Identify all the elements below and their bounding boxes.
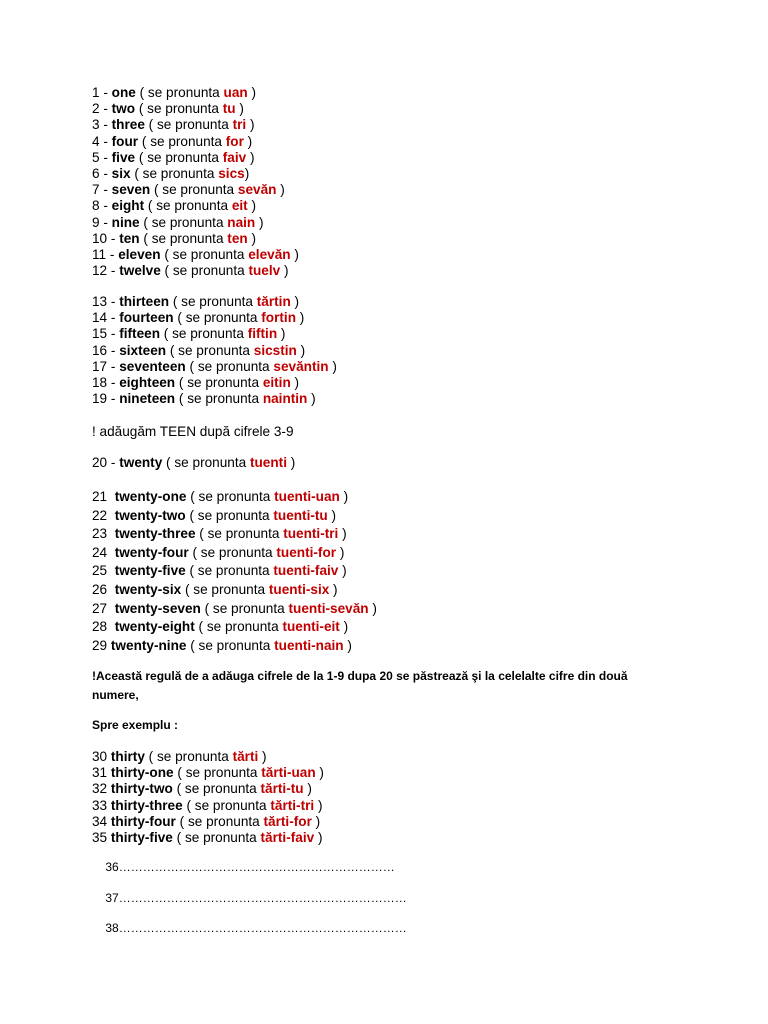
english-word: thirty-three <box>110 797 183 813</box>
number-digit: 1 <box>92 85 100 100</box>
paren-close: ) <box>290 294 300 309</box>
english-word: ten <box>119 230 140 246</box>
paren-open: ( <box>194 619 207 635</box>
paren-close: ) <box>339 619 349 635</box>
paren-close: ) <box>247 198 257 214</box>
pronunciation: tărti-for <box>263 813 312 829</box>
blank-38-text: 38……………………………………………………………… <box>105 921 407 935</box>
pronunciation: tărti-faiv <box>260 829 315 845</box>
paren-close: ) <box>286 455 296 470</box>
pronunciation: tuenti-uan <box>274 489 340 504</box>
pronounce-phrase: se pronunta <box>187 391 260 407</box>
paren-close: ) <box>311 813 321 829</box>
number-digit: 15 <box>92 326 108 342</box>
number-20 <box>92 455 295 470</box>
separator: - <box>99 117 112 133</box>
english-word: thirty-two <box>110 781 173 797</box>
english-word: seven <box>111 182 151 198</box>
paren-open: ( <box>182 797 195 813</box>
pronounce-phrase: se pronunta <box>206 619 279 635</box>
pronounce-phrase: se pronunta <box>200 544 273 560</box>
paren-open: ( <box>166 342 179 358</box>
pronunciation: tuenti-tu <box>273 507 328 523</box>
pronunciation: fiftin <box>247 326 278 342</box>
pronunciation: tărti <box>232 749 259 764</box>
paren-open: ( <box>144 198 157 214</box>
number-digit: 3 <box>92 117 100 133</box>
paren-open: ( <box>172 781 185 797</box>
number-line <box>92 117 299 133</box>
english-word: six <box>111 165 131 181</box>
number-line <box>92 231 299 247</box>
separator: - <box>99 101 112 117</box>
paren-close: ) <box>277 326 286 342</box>
english-word: twenty-seven <box>114 600 201 616</box>
english-word: eight <box>111 198 145 214</box>
number-digit: 23 <box>92 526 108 542</box>
pronounce-phrase: se pronunta <box>212 600 285 616</box>
pronounce-phrase: se pronunta <box>162 182 235 198</box>
number-digit: 20 <box>92 455 108 470</box>
english-word: twenty-three <box>114 526 196 542</box>
number-digit: 5 <box>92 149 100 165</box>
number-digit: 32 <box>92 781 108 797</box>
english-word: thirty-five <box>110 829 173 845</box>
paren-close: ) <box>336 544 345 560</box>
paren-open: ( <box>135 149 148 165</box>
paren-open: ( <box>175 374 188 390</box>
pronunciation: for <box>225 133 244 149</box>
number-digit: 12 <box>92 263 108 279</box>
pronunciation: tuenti-nain <box>274 637 344 653</box>
number-digit: 30 <box>92 749 108 764</box>
number-digit: 6 <box>92 165 100 181</box>
pronunciation: tuenti <box>249 455 287 470</box>
paren-close: ) <box>247 230 256 246</box>
number-digit: 11 <box>92 246 107 262</box>
paren-close: ) <box>296 342 306 358</box>
paren-close: ) <box>290 246 299 262</box>
pronunciation: uan <box>223 85 248 100</box>
pronounce-phrase: se pronunta <box>187 813 260 829</box>
pronounce-phrase: se pronunta <box>187 374 260 390</box>
number-digit: 31 <box>92 765 108 781</box>
separator: - <box>107 263 120 279</box>
number-digit: 2 <box>92 101 100 117</box>
separator <box>107 545 115 560</box>
number-line <box>92 326 337 342</box>
number-line <box>92 375 337 391</box>
pronounce-phrase: se pronunta <box>151 214 224 230</box>
paren-close: ) <box>276 182 285 198</box>
paren-close: ) <box>247 85 256 100</box>
pronunciation: tărtin <box>256 294 291 309</box>
pronounce-phrase: se pronunta <box>193 581 266 597</box>
pronunciation: elevăn <box>248 246 291 262</box>
number-digit: 7 <box>92 182 100 198</box>
number-line <box>92 182 299 198</box>
number-digit: 9 <box>92 214 100 230</box>
numbers-1-12 <box>92 85 299 279</box>
number-line <box>92 525 377 544</box>
number-line <box>92 637 377 656</box>
pronunciation: eitin <box>262 374 291 390</box>
separator: - <box>106 246 119 262</box>
paren-open: ( <box>175 391 188 407</box>
separator: - <box>107 391 120 407</box>
pronounce-phrase: se pronunta <box>198 637 271 653</box>
paren-open: ( <box>185 563 198 579</box>
paren-close: ) <box>368 600 377 616</box>
number-line <box>92 294 337 310</box>
pronounce-phrase: se pronunta <box>147 85 220 100</box>
pronunciation: tuenti-six <box>268 581 330 597</box>
separator <box>107 526 115 541</box>
number-digit: 4 <box>92 133 100 149</box>
number-digit: 28 <box>92 619 108 635</box>
paren-open: ( <box>173 310 186 326</box>
paren-open: ( <box>135 101 148 117</box>
paren-open: ( <box>185 507 198 523</box>
separator: - <box>99 182 112 198</box>
number-line <box>92 830 324 846</box>
rule-text: !Această regulă de a adăuga cifrele de la 1-9 dupa 20 se păstrează şi la celelalte cifre din două numere, <box>92 669 628 702</box>
paren-close: ) <box>303 781 312 797</box>
pronunciation: ten <box>227 230 248 246</box>
numbers-13-19 <box>92 294 337 407</box>
english-word: thirty-one <box>110 765 174 781</box>
number-digit: 22 <box>92 507 108 523</box>
pronounce-phrase: se pronunta <box>185 310 258 326</box>
number-digit: 24 <box>92 544 108 560</box>
number-line <box>92 544 377 563</box>
number-digit: 17 <box>92 358 108 374</box>
separator <box>107 601 115 616</box>
english-word: three <box>111 117 145 133</box>
separator: - <box>99 149 112 165</box>
number-digit: 27 <box>92 600 108 616</box>
paren-open: ( <box>130 165 143 181</box>
paren-open: ( <box>135 85 148 100</box>
english-word: twenty-nine <box>110 637 187 653</box>
paren-close: ) <box>339 489 349 504</box>
numbers-21-29 <box>92 488 377 655</box>
paren-close: ) <box>314 829 323 845</box>
paren-open: ( <box>169 294 182 309</box>
separator <box>107 508 115 523</box>
number-line <box>92 150 299 166</box>
paren-open: ( <box>172 829 185 845</box>
pronounce-phrase: se pronunta <box>172 326 244 342</box>
number-line <box>92 507 377 526</box>
paren-close: ) <box>255 214 264 230</box>
separator: - <box>107 374 120 390</box>
number-line <box>92 166 299 182</box>
number-line <box>92 455 295 470</box>
english-word: twenty-eight <box>114 619 195 635</box>
separator: - <box>107 310 120 326</box>
pronunciation: sicstin <box>253 342 297 358</box>
number-line <box>92 581 377 600</box>
separator <box>107 582 115 597</box>
number-digit: 26 <box>92 581 108 597</box>
paren-open: ( <box>144 117 157 133</box>
pronounce-phrase: se pronunta <box>174 455 247 470</box>
number-digit: 19 <box>92 391 108 407</box>
number-digit: 35 <box>92 829 108 845</box>
numbers-30-35 <box>92 749 324 846</box>
number-line <box>92 310 337 326</box>
english-word: one <box>111 85 136 100</box>
pronounce-phrase: se pronunta <box>197 358 270 374</box>
pronounce-phrase: se pronunta <box>207 526 280 542</box>
separator <box>107 489 115 504</box>
paren-open: ( <box>175 813 188 829</box>
pronunciation: tuenti-sevăn <box>288 600 369 616</box>
separator: - <box>107 294 120 309</box>
paren-open: ( <box>139 230 152 246</box>
english-word: fourteen <box>119 310 174 326</box>
blank-38 <box>92 907 407 949</box>
number-line <box>92 391 337 407</box>
paren-open: ( <box>144 749 157 764</box>
pronunciation: sics <box>218 165 245 181</box>
number-line <box>92 488 377 507</box>
number-line <box>92 749 324 765</box>
paren-open: ( <box>160 326 173 342</box>
pronunciation: tu <box>222 101 236 117</box>
number-line <box>92 343 337 359</box>
teen-note-text: ! adăugăm TEEN după cifrele 3-9 <box>92 424 294 439</box>
english-word: twenty-six <box>114 581 182 597</box>
number-digit: 21 <box>92 489 108 504</box>
english-word: eleven <box>118 246 161 262</box>
number-line <box>92 247 299 263</box>
number-line <box>92 600 377 619</box>
pronounce-phrase: se pronunta <box>184 829 257 845</box>
pronounce-phrase: se pronunta <box>147 149 219 165</box>
separator <box>107 563 115 578</box>
english-word: thirty <box>110 749 145 764</box>
pronunciation: tri <box>232 117 247 133</box>
number-digit: 29 <box>92 637 108 653</box>
paren-close: ) <box>244 165 250 181</box>
pronounce-phrase: se pronunta <box>156 749 229 764</box>
pronunciation: tărti-tu <box>260 781 304 797</box>
example-label-text: Spre exemplu : <box>92 718 179 732</box>
pronounce-phrase: se pronunta <box>178 342 250 358</box>
english-word: thirty-four <box>110 813 176 829</box>
paren-open: ( <box>139 214 152 230</box>
english-word: twenty-two <box>114 507 186 523</box>
paren-close: ) <box>315 765 324 781</box>
pronounce-phrase: se pronunta <box>198 489 271 504</box>
paren-close: ) <box>327 507 337 523</box>
paren-close: ) <box>343 637 352 653</box>
pronounce-phrase: se pronunta <box>157 117 229 133</box>
paren-open: ( <box>195 526 208 542</box>
english-word: seventeen <box>119 358 186 374</box>
separator: - <box>99 214 112 230</box>
pronunciation: tuenti-tri <box>283 526 339 542</box>
number-line <box>92 85 299 101</box>
pronunciation: tuelv <box>248 263 281 279</box>
pronounce-phrase: se pronunta <box>150 133 222 149</box>
pronunciation: naintin <box>262 391 308 407</box>
number-digit: 14 <box>92 310 108 326</box>
number-line <box>92 765 324 781</box>
english-word: twenty <box>119 455 163 470</box>
number-digit: 16 <box>92 342 108 358</box>
separator: - <box>99 85 112 100</box>
blank-37-text: 37……………………………………………………………… <box>105 891 407 905</box>
number-line <box>92 101 299 117</box>
pronunciation: tuenti-eit <box>282 619 340 635</box>
english-word: fifteen <box>119 326 160 342</box>
number-digit: 13 <box>92 294 108 309</box>
english-word: sixteen <box>119 342 167 358</box>
pronounce-phrase: se pronunta <box>197 507 270 523</box>
paren-open: ( <box>160 246 173 262</box>
rule-paragraph <box>92 667 672 705</box>
separator: - <box>107 342 120 358</box>
paren-open: ( <box>186 489 199 504</box>
pronounce-phrase: se pronunta <box>184 781 257 797</box>
paren-close: ) <box>280 263 289 279</box>
separator <box>107 619 115 634</box>
pronounce-phrase: se pronunta <box>142 165 215 181</box>
number-line <box>92 781 324 797</box>
english-word: nine <box>111 214 140 230</box>
pronounce-phrase: se pronunta <box>181 294 253 309</box>
number-digit: 33 <box>92 797 108 813</box>
english-word: nineteen <box>119 391 176 407</box>
number-line <box>92 263 299 279</box>
paren-open: ( <box>150 182 163 198</box>
paren-open: ( <box>200 600 213 616</box>
separator: - <box>107 230 120 246</box>
number-line <box>92 798 324 814</box>
number-line <box>92 562 377 581</box>
paren-close: ) <box>290 374 300 390</box>
paren-close: ) <box>296 310 305 326</box>
english-word: four <box>111 133 139 149</box>
english-word: twenty-four <box>114 544 189 560</box>
number-line <box>92 215 299 231</box>
pronunciation: faiv <box>222 149 247 165</box>
pronounce-phrase: se pronunta <box>156 198 229 214</box>
pronunciation: tărti-uan <box>261 765 316 781</box>
number-digit: 10 <box>92 230 108 246</box>
paren-close: ) <box>246 149 255 165</box>
pronounce-phrase: se pronunta <box>172 246 245 262</box>
pronunciation: tărti-tri <box>270 797 315 813</box>
english-word: twelve <box>119 263 161 279</box>
paren-close: ) <box>246 117 255 133</box>
pronunciation: tuenti-faiv <box>273 563 339 579</box>
number-line <box>92 814 324 830</box>
paren-open: ( <box>162 455 175 470</box>
separator: - <box>107 455 120 470</box>
separator: - <box>99 198 112 214</box>
number-digit: 8 <box>92 198 100 214</box>
pronunciation: sevăntin <box>273 358 329 374</box>
paren-open: ( <box>173 765 186 781</box>
number-digit: 34 <box>92 813 108 829</box>
paren-open: ( <box>160 263 173 279</box>
pronunciation: sevăn <box>237 182 277 198</box>
paren-close: ) <box>258 749 267 764</box>
pronounce-phrase: se pronunta <box>151 230 224 246</box>
english-word: eighteen <box>119 374 176 390</box>
number-digit: 25 <box>92 563 108 579</box>
pronunciation: tuenti-for <box>276 544 337 560</box>
example-label <box>92 716 672 735</box>
pronounce-phrase: se pronunta <box>185 765 258 781</box>
paren-close: ) <box>338 526 347 542</box>
number-line <box>92 198 299 214</box>
pronounce-phrase: se pronunta <box>172 263 245 279</box>
separator: - <box>99 165 112 181</box>
english-word: twenty-five <box>114 563 186 579</box>
number-digit: 18 <box>92 374 108 390</box>
separator: - <box>99 133 112 149</box>
paren-open: ( <box>188 544 201 560</box>
number-line <box>92 618 377 637</box>
pronunciation: fortin <box>261 310 297 326</box>
english-word: two <box>111 101 136 117</box>
paren-close: ) <box>235 101 244 117</box>
teen-note <box>92 424 294 439</box>
paren-close: ) <box>329 581 338 597</box>
paren-close: ) <box>328 358 337 374</box>
paren-open: ( <box>186 637 199 653</box>
paren-close: ) <box>243 133 253 149</box>
number-line <box>92 359 337 375</box>
english-word: five <box>111 149 136 165</box>
paren-open: ( <box>181 581 194 597</box>
paren-open: ( <box>185 358 198 374</box>
pronunciation: eit <box>231 198 248 214</box>
paren-close: ) <box>338 563 347 579</box>
separator: - <box>107 326 120 342</box>
blank-36-text: 36…………………………………………………………… <box>105 860 395 874</box>
pronounce-phrase: se pronunta <box>197 563 270 579</box>
paren-close: ) <box>314 797 323 813</box>
separator: - <box>107 358 120 374</box>
paren-close: ) <box>307 391 316 407</box>
pronunciation: nain <box>227 214 256 230</box>
paren-open: ( <box>138 133 151 149</box>
pronounce-phrase: se pronunta <box>194 797 267 813</box>
english-word: twenty-one <box>114 489 187 504</box>
pronounce-phrase: se pronunta <box>147 101 219 117</box>
english-word: thirteen <box>119 294 170 309</box>
number-line <box>92 134 299 150</box>
